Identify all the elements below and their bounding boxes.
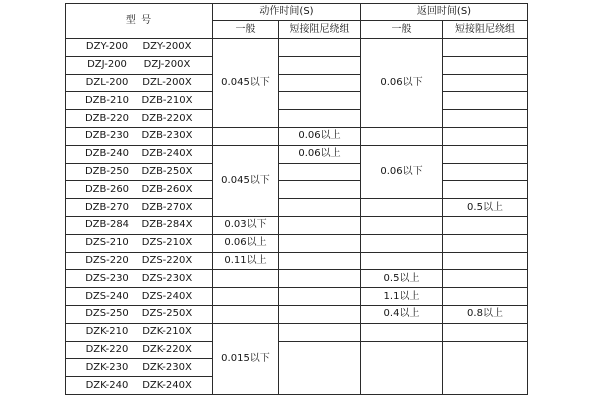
model-cell xyxy=(66,359,213,377)
model-name: DZK-220 xyxy=(85,343,129,355)
action-general-value: 0.045以下 xyxy=(213,145,279,216)
model-name-x: DZB-240X xyxy=(141,148,193,160)
return-general-value: 0.5以上 xyxy=(361,270,443,288)
action-general-empty-cell xyxy=(213,288,279,306)
table-row xyxy=(66,181,528,199)
model-name-x: DZK-230X xyxy=(142,361,192,373)
model-cell xyxy=(66,341,213,359)
model-name: DZK-230 xyxy=(85,361,129,373)
model-cell xyxy=(66,199,213,217)
model-cell xyxy=(66,252,213,270)
model-name-x: DZS-240X xyxy=(141,290,193,302)
model-cell xyxy=(66,270,213,288)
model-cell xyxy=(66,216,213,234)
model-name-x: DZB-260X xyxy=(141,183,193,195)
model-cell xyxy=(66,110,213,128)
model-name-x: DZY-200X xyxy=(142,41,192,53)
action-damping-empty-cell xyxy=(279,181,361,199)
table-row xyxy=(66,305,528,323)
return-general-empty-cell xyxy=(361,234,443,252)
return-damping-empty-cell xyxy=(443,56,528,74)
model-name: DZB-270 xyxy=(84,201,130,213)
table-row xyxy=(66,127,528,145)
model-name-x: DZS-230X xyxy=(141,272,193,284)
return-damping-empty-cell xyxy=(443,323,528,341)
table-row xyxy=(66,323,528,341)
return-damping-empty-cell xyxy=(443,288,528,306)
model-cell xyxy=(66,323,213,341)
model-name-x: DZB-250X xyxy=(141,165,193,177)
model-name: DZB-230 xyxy=(84,130,130,142)
model-cell xyxy=(66,56,213,74)
model-name-x: DZL-200X xyxy=(142,76,192,88)
model-cell xyxy=(66,145,213,163)
model-name-x: DZS-210X xyxy=(141,237,193,249)
return-damping-value: 0.5以上 xyxy=(443,199,528,217)
return-general-empty-cell xyxy=(361,127,443,145)
table-row xyxy=(66,74,528,92)
model-name: DZB-220 xyxy=(84,112,130,124)
action-damping-empty-cell xyxy=(279,199,361,217)
table-row xyxy=(66,234,528,252)
return-damping-empty-cell xyxy=(443,234,528,252)
table-row xyxy=(66,216,528,234)
return-damping-empty-cell xyxy=(443,110,528,128)
header-model: 型 号 xyxy=(66,4,213,39)
return-general-empty-cell xyxy=(361,341,443,394)
return-damping-empty-cell xyxy=(443,163,528,181)
model-name: DZK-240 xyxy=(85,379,129,391)
model-name-x: DZK-220X xyxy=(142,343,192,355)
return-damping-empty-cell xyxy=(443,252,528,270)
action-general-empty-cell xyxy=(213,305,279,323)
action-damping-value: 0.06以上 xyxy=(279,127,361,145)
action-damping-empty-cell xyxy=(279,163,361,181)
action-damping-empty-cell xyxy=(279,288,361,306)
action-damping-empty-cell xyxy=(279,252,361,270)
model-name-x: DZJ-200X xyxy=(143,59,191,71)
table-row xyxy=(66,56,528,74)
model-name-x: DZK-240X xyxy=(142,379,192,391)
relay-timing-spec-table xyxy=(65,3,528,395)
model-name: DZS-210 xyxy=(85,237,129,249)
return-general-value: 0.06以下 xyxy=(361,39,443,128)
action-damping-empty-cell xyxy=(279,92,361,110)
return-damping-empty-cell xyxy=(443,145,528,163)
model-cell xyxy=(66,163,213,181)
action-damping-empty-cell xyxy=(279,323,361,341)
model-name: DZB-284 xyxy=(84,219,130,231)
model-name: DZS-250 xyxy=(85,308,129,320)
model-name-x: DZB-220X xyxy=(141,112,193,124)
model-name-x: DZB-284X xyxy=(141,219,193,231)
model-name: DZB-250 xyxy=(84,165,130,177)
table-row xyxy=(66,252,528,270)
return-general-empty-cell xyxy=(361,199,443,217)
return-damping-value: 0.8以上 xyxy=(443,305,528,323)
model-name-x: DZB-270X xyxy=(141,201,193,213)
action-damping-empty-cell xyxy=(279,305,361,323)
action-general-value: 0.11以上 xyxy=(213,252,279,270)
action-general-value: 0.03以下 xyxy=(213,216,279,234)
model-name-x: DZS-220X xyxy=(141,254,193,266)
header-return-time: 返回时间(S) xyxy=(361,4,528,21)
action-general-value: 0.06以上 xyxy=(213,234,279,252)
model-cell xyxy=(66,181,213,199)
action-damping-value: 0.06以上 xyxy=(279,145,361,163)
action-damping-empty-cell xyxy=(279,110,361,128)
model-name: DZY-200 xyxy=(85,41,129,53)
return-damping-empty-cell xyxy=(443,92,528,110)
model-cell xyxy=(66,377,213,395)
action-damping-empty-cell xyxy=(279,234,361,252)
table-row xyxy=(66,288,528,306)
header-action-general: 一般 xyxy=(213,21,279,39)
action-damping-empty-cell xyxy=(279,56,361,74)
action-damping-empty-cell xyxy=(279,341,361,394)
return-general-value: 1.1以上 xyxy=(361,288,443,306)
model-name-x: DZK-210X xyxy=(142,326,192,338)
table-row xyxy=(66,145,528,163)
model-name: DZB-210 xyxy=(84,94,130,106)
model-name-x: DZB-210X xyxy=(141,94,193,106)
model-cell xyxy=(66,234,213,252)
return-damping-empty-cell xyxy=(443,270,528,288)
action-general-value: 0.015以下 xyxy=(213,323,279,394)
action-damping-empty-cell xyxy=(279,74,361,92)
return-damping-empty-cell xyxy=(443,127,528,145)
return-damping-empty-cell xyxy=(443,74,528,92)
model-cell xyxy=(66,288,213,306)
model-name: DZS-220 xyxy=(85,254,129,266)
return-general-value: 0.4以上 xyxy=(361,305,443,323)
action-general-empty-cell xyxy=(213,270,279,288)
action-damping-empty-cell xyxy=(279,216,361,234)
relay-timing-table-container xyxy=(65,3,528,395)
model-name-x: DZS-250X xyxy=(141,308,193,320)
return-damping-empty-cell xyxy=(443,181,528,199)
model-cell xyxy=(66,305,213,323)
return-general-empty-cell xyxy=(361,252,443,270)
table-row xyxy=(66,341,528,359)
model-name-x: DZB-230X xyxy=(141,130,193,142)
model-name: DZS-230 xyxy=(85,272,129,284)
action-damping-empty-cell xyxy=(279,270,361,288)
table-row xyxy=(66,92,528,110)
return-damping-empty-cell xyxy=(443,341,528,394)
model-cell xyxy=(66,127,213,145)
return-general-empty-cell xyxy=(361,323,443,341)
model-cell xyxy=(66,39,213,57)
header-action-shorted-damping: 短接阻尼绕组 xyxy=(279,21,361,39)
table-row xyxy=(66,270,528,288)
table-row xyxy=(66,199,528,217)
header-return-shorted-damping: 短接阻尼绕组 xyxy=(443,21,528,39)
action-general-empty-cell xyxy=(213,127,279,145)
table-row xyxy=(66,110,528,128)
model-name: DZS-240 xyxy=(85,290,129,302)
action-general-value: 0.045以下 xyxy=(213,39,279,128)
model-name: DZK-210 xyxy=(85,326,129,338)
model-name: DZL-200 xyxy=(85,76,129,88)
action-damping-empty-cell xyxy=(279,39,361,57)
model-cell xyxy=(66,74,213,92)
model-name: DZB-240 xyxy=(84,148,130,160)
model-name: DZB-260 xyxy=(84,183,130,195)
model-name: DZJ-200 xyxy=(87,59,127,71)
header-return-general: 一般 xyxy=(361,21,443,39)
model-cell xyxy=(66,92,213,110)
return-damping-empty-cell xyxy=(443,39,528,57)
return-general-value: 0.06以下 xyxy=(361,145,443,198)
table-row xyxy=(66,163,528,181)
table-row xyxy=(66,39,528,57)
header-action-time: 动作时间(S) xyxy=(213,4,361,21)
return-damping-empty-cell xyxy=(443,216,528,234)
return-general-empty-cell xyxy=(361,216,443,234)
